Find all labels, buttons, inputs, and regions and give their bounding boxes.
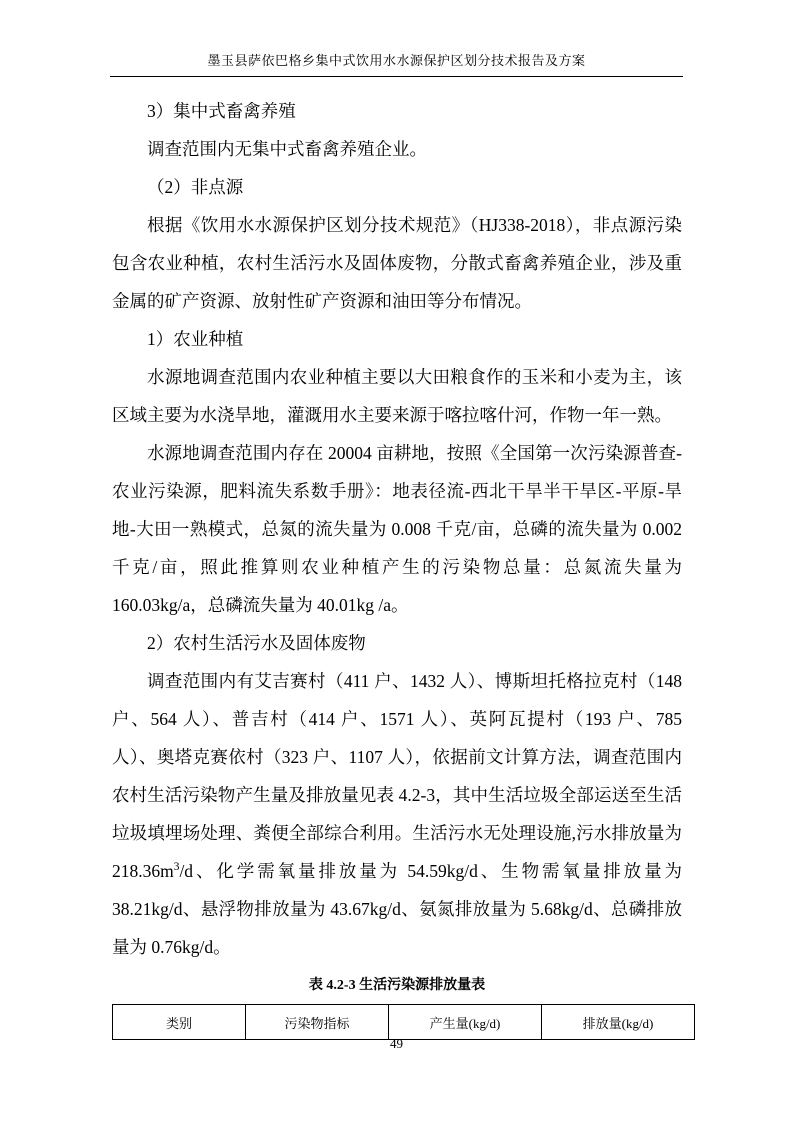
paragraph-agriculture-crops: 水源地调查范围内农业种植主要以大田粮食作的玉米和小麦为主，该区域主要为水浇旱地，灌溉用水主要来源于喀拉喀什河，作物一年一熟。: [112, 367, 682, 425]
paragraph-heading-agriculture: 1）农业种植: [147, 329, 244, 349]
paragraph-rural-sewage-lead: 调查范围内有艾吉赛村（411 户、1432 人）、博斯坦托格拉克村（148 户、564 人）、普吉村（414 户、1571 人）、英阿瓦提村（193 户、785 人）、奥塔克赛依村（323 户、1107 人），依据前文计算方法，调查范围内农村生活污染物产生量及排放量见表 4.2-3，其中生活垃圾全部运送至生活垃圾填埋场处理、粪便全部综合利用。生活污水无处理设施,污水排放量为 218.36m: [112, 671, 682, 881]
paragraph-agriculture-pollution: 水源地调查范围内存在 20004 亩耕地，按照《全国第一次污染源普查-农业污染源，肥料流失系数手册》：地表径流-西北干旱半干旱区-平原-旱地-大田一熟模式，总氮的流失量为 0.008 千克/亩，总磷的流失量为 0.002 千克/亩，照此推算则农业种植产生的污染物总量：总氮流失量为 160.03kg/a，总磷流失量为 40.01kg /a。: [112, 443, 682, 615]
paragraph-rural-sewage-detail: [112, 662, 682, 966]
table-header-row: [113, 1005, 695, 1040]
paragraph-heading-3: 3）集中式畜禽养殖: [147, 101, 296, 121]
table-header-indicator: 污染物指标: [246, 1005, 389, 1040]
paragraph-heading-nonpoint: （2）非点源: [147, 177, 244, 197]
pollution-table: [112, 1004, 695, 1040]
paragraph-heading-rural-sewage: 2）农村生活污水及固体废物: [147, 633, 366, 653]
table-header-discharge: 排放量(kg/d): [542, 1005, 695, 1040]
cubic-meter-superscript: 3: [173, 861, 180, 874]
page-header: 墨玉县萨依巴格乡集中式饮用水水源保护区划分技术报告及方案: [207, 53, 586, 68]
page-number: 49: [390, 1036, 403, 1051]
page-content: [112, 92, 682, 1040]
table-caption: 表 4.2-3 生活污染源排放量表: [308, 978, 486, 993]
table-header-generation: 产生量(kg/d): [389, 1005, 542, 1040]
paragraph-rural-sewage-tail: /d、化学需氧量排放量为 54.59kg/d、生物需氧量排放量为 38.21kg/d、悬浮物排放量为 43.67kg/d、氨氮排放量为 5.68kg/d、总磷排放量为 0.76kg/d。: [112, 861, 682, 957]
header-divider: [110, 76, 683, 77]
table-header-category: 类别: [113, 1005, 246, 1040]
paragraph-nonpoint-basis: 根据《饮用水水源保护区划分技术规范》（HJ338-2018），非点源污染包含农业种植，农村生活污水及固体废物，分散式畜禽养殖企业，涉及重金属的矿产资源、放射性矿产资源和油田等分布情况。: [112, 215, 682, 311]
paragraph-livestock: 调查范围内无集中式畜禽养殖企业。: [147, 139, 427, 159]
